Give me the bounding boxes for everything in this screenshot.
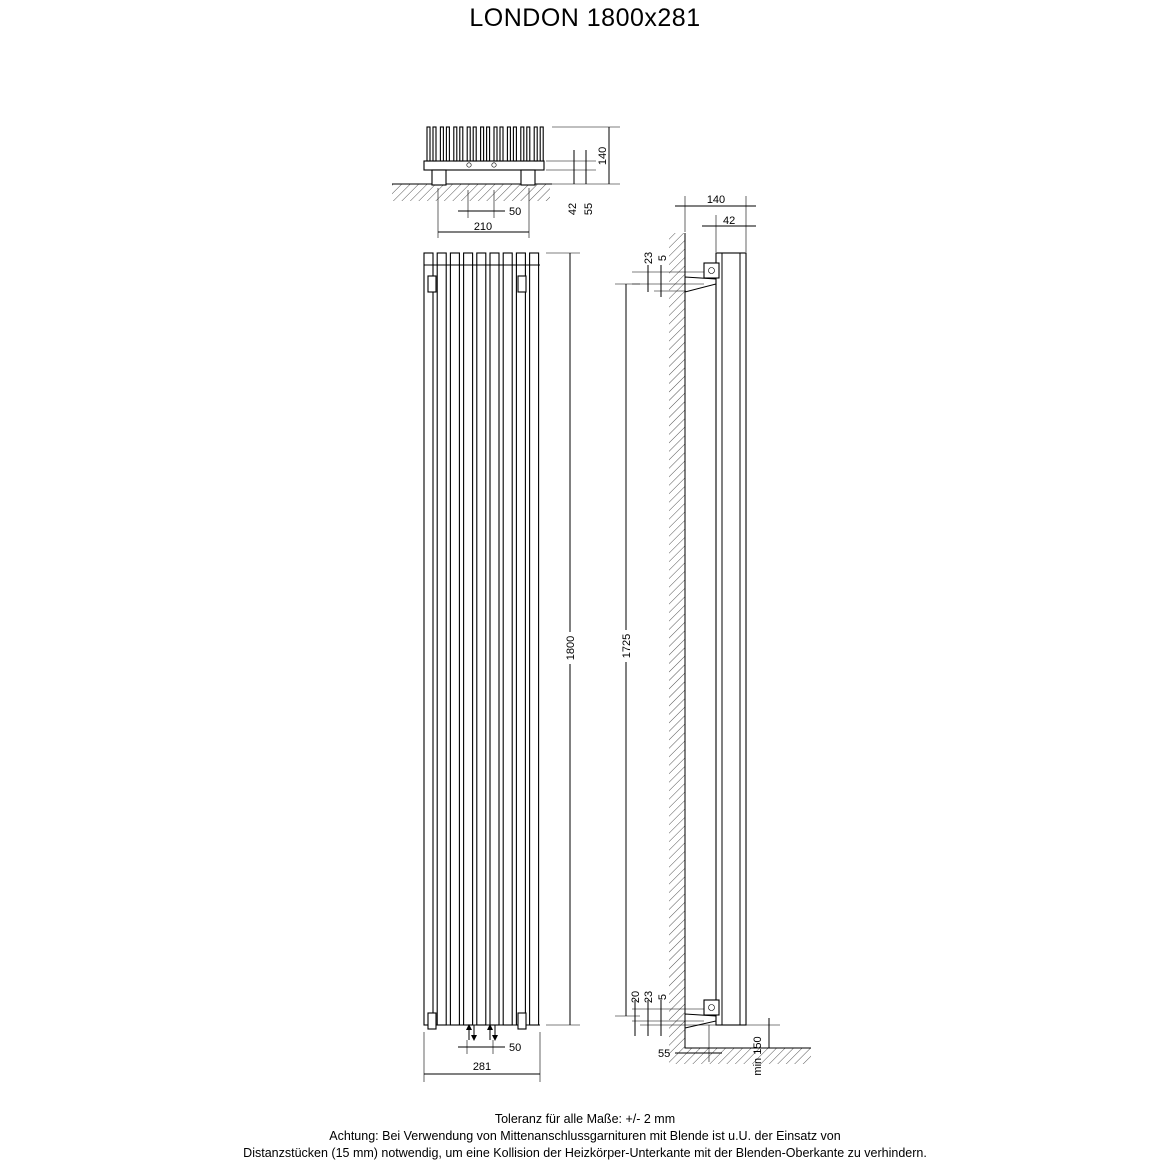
top-fin xyxy=(521,127,524,161)
warning-line-2: Distanzstücken (15 mm) notwendig, um eine Kollision der Heizkörper-Unterkante mit der Blenden-Oberkante zu verhindern. xyxy=(243,1146,927,1160)
top-view xyxy=(392,127,620,238)
dim-top-wall-to-pipe: 55 xyxy=(583,202,595,216)
dim-side-floor-min: min 150 xyxy=(752,1036,764,1076)
top-fin xyxy=(487,127,490,161)
top-fin xyxy=(467,127,470,161)
wall-hatch xyxy=(669,233,685,1048)
dim-top-pipe-spacing: 50 xyxy=(509,206,522,218)
top-fin xyxy=(513,127,516,161)
notes xyxy=(0,1111,1170,1162)
tolerance-note: Toleranz für alle Maße: +/- 2 mm xyxy=(494,1112,676,1126)
floor-hatch-top xyxy=(392,184,550,201)
top-fin xyxy=(473,127,476,161)
dim-side-upper-5: 5 xyxy=(657,254,669,262)
front-view xyxy=(424,253,580,1082)
dim-side-lower-5: 5 xyxy=(657,993,669,1001)
dim-side-lower-20: 20 xyxy=(630,990,642,1004)
dim-top-pipe-depth: 42 xyxy=(567,202,579,216)
top-fin xyxy=(507,127,510,161)
top-fins xyxy=(427,127,543,161)
front-bar xyxy=(490,253,499,1025)
drawing-title: LONDON 1800x281 xyxy=(469,4,701,32)
front-bar xyxy=(464,253,473,1025)
front-bar xyxy=(530,253,539,1025)
top-fin xyxy=(440,127,443,161)
top-fin xyxy=(460,127,463,161)
top-fin xyxy=(454,127,457,161)
dim-side-lower-23: 23 xyxy=(643,990,655,1004)
top-fin xyxy=(540,127,543,161)
front-bar xyxy=(437,253,446,1025)
dim-side-wall: 55 xyxy=(658,1048,671,1060)
top-fin xyxy=(433,127,436,161)
dim-front-height: 1800 xyxy=(565,635,577,661)
front-bars xyxy=(424,253,539,1025)
dim-top-width: 210 xyxy=(473,221,493,233)
dim-side-upper-23: 23 xyxy=(643,251,655,265)
top-fin xyxy=(527,127,530,161)
front-bar xyxy=(477,253,486,1025)
top-fin xyxy=(534,127,537,161)
front-bar xyxy=(503,253,512,1025)
top-fin xyxy=(481,127,484,161)
flow-arrows-icon xyxy=(466,1024,498,1041)
front-bar xyxy=(516,253,525,1025)
warning-line-1: Achtung: Bei Verwendung von Mittenanschlussgarnituren mit Blende ist u.U. der Einsatz von xyxy=(329,1129,841,1143)
front-bar xyxy=(424,253,433,1025)
dim-side-depth: 140 xyxy=(706,194,726,206)
dim-side-offset: 42 xyxy=(723,215,736,227)
top-fin xyxy=(427,127,430,161)
top-fin xyxy=(446,127,449,161)
dim-front-width: 281 xyxy=(472,1061,492,1073)
dim-side-bracket-span: 1725 xyxy=(621,633,633,659)
floor-hatch-side xyxy=(669,1048,811,1064)
dim-top-depth: 140 xyxy=(597,146,609,166)
front-bar xyxy=(450,253,459,1025)
dim-front-pipe-spacing: 50 xyxy=(509,1042,522,1054)
top-fin xyxy=(494,127,497,161)
side-view xyxy=(615,194,811,1076)
top-fin xyxy=(500,127,503,161)
